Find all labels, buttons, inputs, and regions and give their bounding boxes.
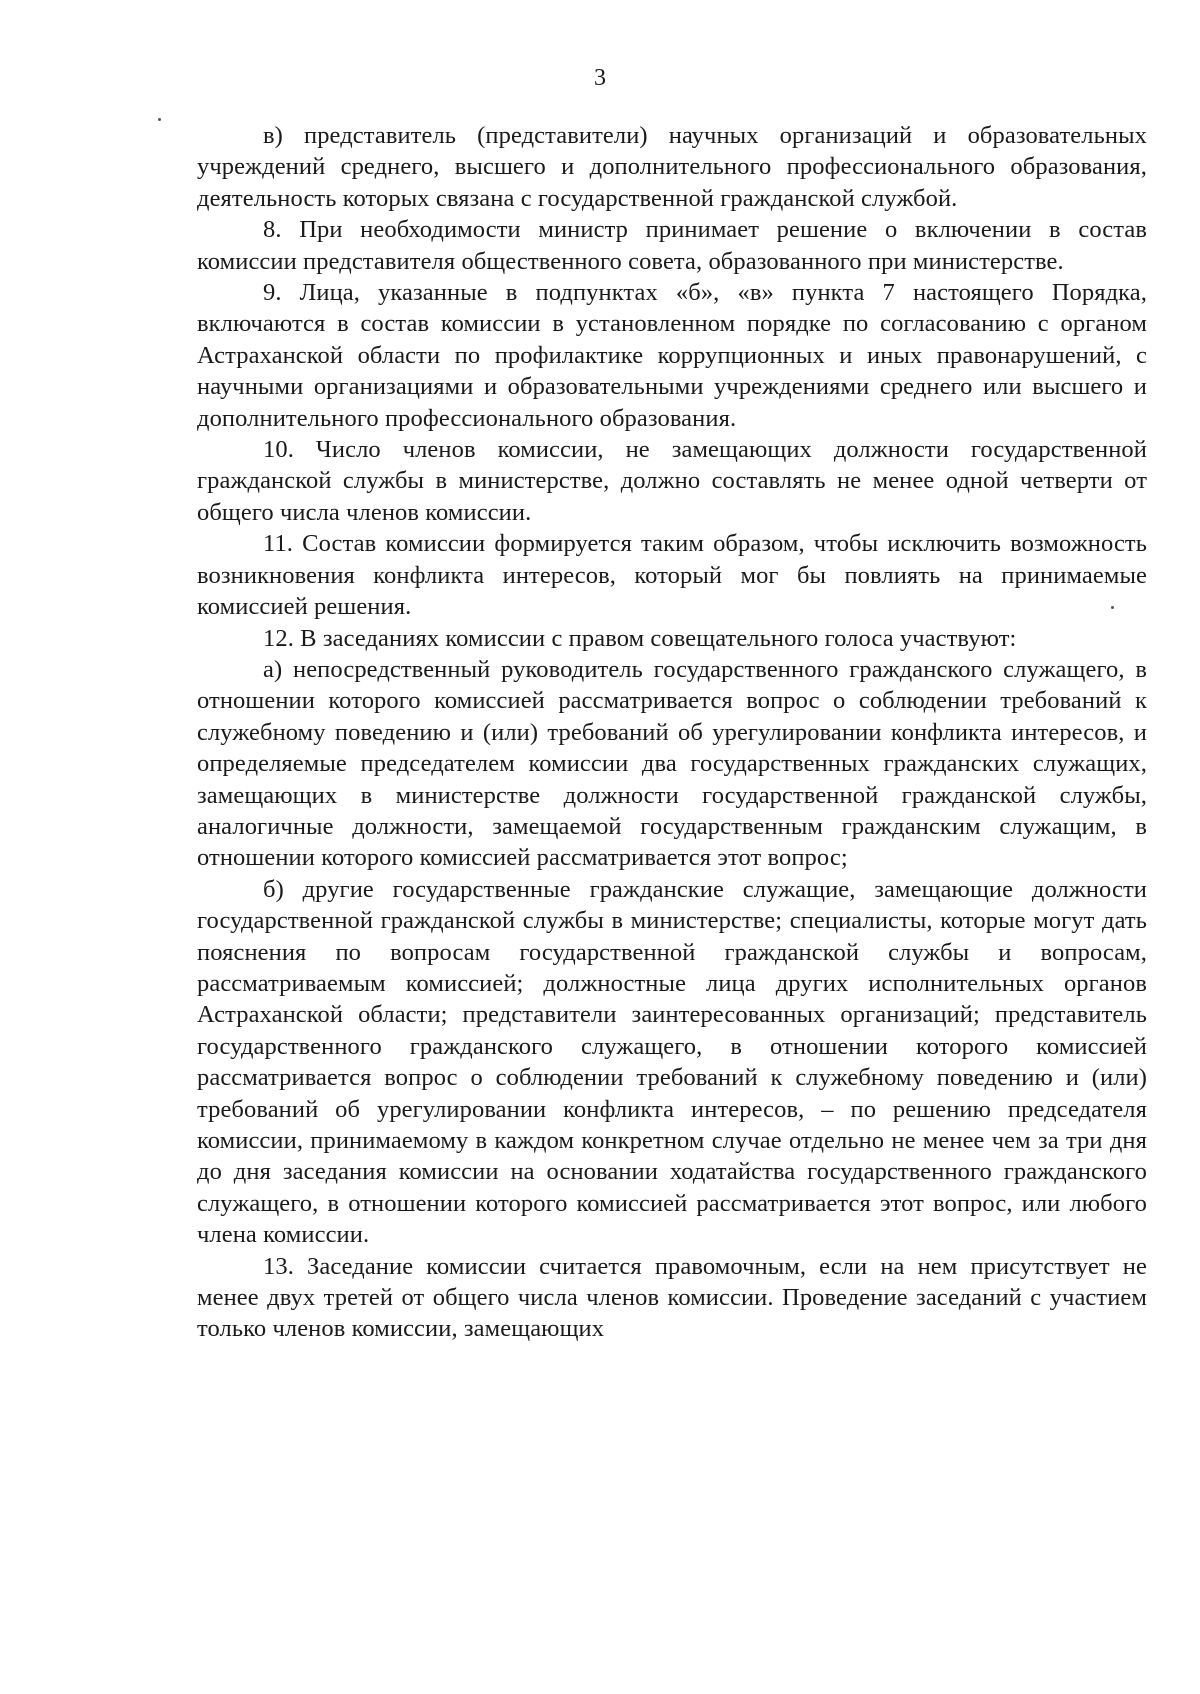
paragraph-12: 12. В заседаниях комиссии с правом совещательного голоса участвуют: bbox=[263, 624, 1017, 652]
scan-speck bbox=[1111, 606, 1114, 609]
document-body bbox=[197, 120, 1147, 1345]
scan-speck bbox=[158, 118, 161, 121]
paragraph-11: 11. Состав комиссии формируется таким образом, чтобы исключить возможность возникновения конфликта интересов, который мог бы повлиять на принимаемые комиссией решения. bbox=[197, 530, 1147, 621]
paragraph-12a: а) непосредственный руководитель государственного гражданского служащего, в отношении которого комиссией рассматривается вопрос о соблюдении требований к служебному поведению и (или) требований об урегулировании конфликта интересов, и определяемые председателем комиссии два государственных гражданских служащих, замещающих в министерстве должности государственной гражданской службы, аналогичные должности, замещаемой государственным гражданским служащим, в отношении которого комиссией рассматривается этот вопрос; bbox=[197, 655, 1147, 872]
paragraph-13: 13. Заседание комиссии считается правомочным, если на нем присутствует не менее двух третей от общего числа членов комиссии. Проведение заседаний с участием только членов комиссии, замещающих bbox=[197, 1252, 1147, 1343]
paragraph-7v: в) представитель (представители) научных организаций и образовательных учреждений среднего, высшего и дополнительного профессионального образования, деятельность которых связана с государственной гражданской службой. bbox=[197, 122, 1147, 212]
paragraph-10: 10. Число членов комиссии, не замещающих должности государственной гражданской службы в министерстве, должно составлять не менее одной четверти от общего числа членов комиссии. bbox=[197, 436, 1147, 526]
paragraph-12b: б) другие государственные гражданские служащие, замещающие должности государственной гражданской службы в министерстве; специалисты, которые могут дать пояснения по вопросам государственной гражданской службы и вопросам, рассматриваемым комиссией; должностные лица других исполнительных органов Астраханской области; представители заинтересованных организаций; представитель государственного гражданского служащего, в отношении которого комиссией рассматривается вопрос о соблюдении требований к служебному поведению и (или) требований об урегулировании конфликта интересов, – по решению председателя комиссии, принимаемому в каждом конкретном случае отдельно не менее чем за три дня до дня заседания комиссии на основании ходатайства государственного гражданского служащего, в отношении которого комиссией рассматривается этот вопрос, или любого члена комиссии. bbox=[197, 875, 1147, 1249]
page-number: 3 bbox=[594, 65, 606, 91]
paragraph-8: 8. При необходимости министр принимает решение о включении в состав комиссии представителя общественного совета, образованного при министерстве. bbox=[197, 216, 1147, 275]
paragraph-9: 9. Лица, указанные в подпунктах «б», «в» пункта 7 настоящего Порядка, включаются в состав комиссии в установленном порядке по согласованию с органом Астраханской области по профилактике коррупционных и иных правонарушений, с научными организациями и образовательными учреждениями среднего или высшего и дополнительного профессионального образования. bbox=[197, 279, 1147, 432]
